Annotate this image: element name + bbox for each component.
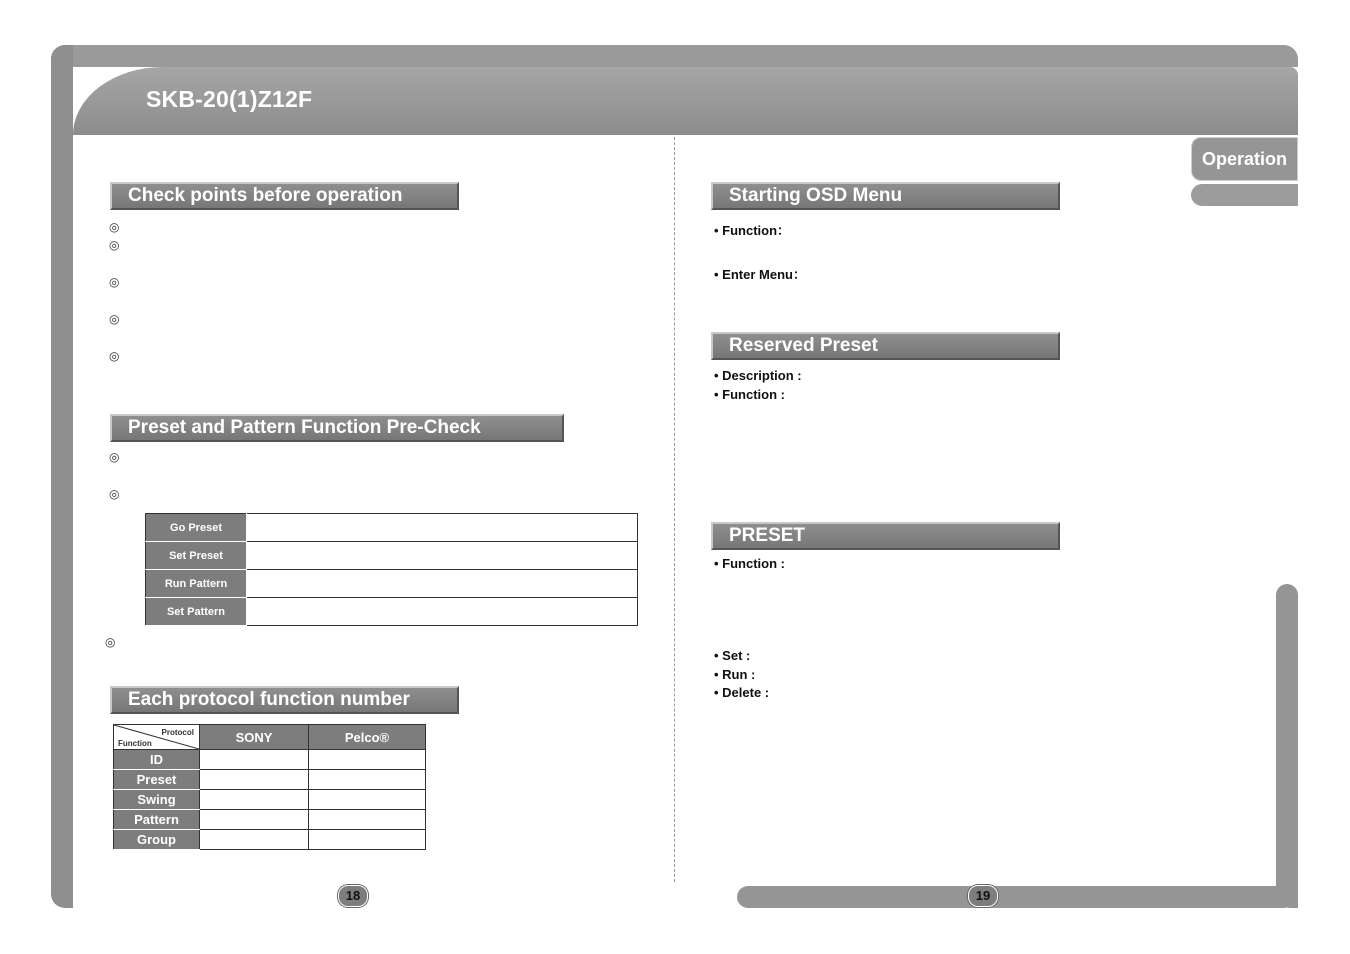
column-header-sony: SONY bbox=[200, 725, 309, 750]
frame-right-bar bbox=[1276, 584, 1298, 908]
section-header-reserved-preset: Reserved Preset bbox=[711, 332, 1060, 360]
cell bbox=[309, 750, 426, 770]
precheck-bullet-3: ◎ bbox=[105, 635, 116, 649]
check-bullet-4: ◎ bbox=[109, 312, 120, 326]
table-row bbox=[114, 750, 426, 770]
page-number-left: 18 bbox=[338, 885, 368, 907]
row-value bbox=[247, 514, 638, 542]
row-value bbox=[247, 542, 638, 570]
check-bullet-5: ◎ bbox=[109, 349, 120, 363]
cell bbox=[200, 810, 309, 830]
section-header-pre-check: Preset and Pattern Function Pre-Check bbox=[110, 414, 564, 442]
osd-function-label: • Function： bbox=[714, 223, 791, 238]
table-row bbox=[114, 770, 426, 790]
row-value bbox=[247, 570, 638, 598]
osd-enter-menu-label: • Enter Menu： bbox=[714, 267, 806, 282]
cell bbox=[309, 790, 426, 810]
section-header-protocol: Each protocol function number bbox=[110, 686, 459, 714]
cell bbox=[200, 790, 309, 810]
preset-set-label: • Set : bbox=[714, 648, 751, 663]
column-header-pelco: Pelco® bbox=[309, 725, 426, 750]
precheck-bullet-2: ◎ bbox=[109, 487, 120, 501]
preset-run-label: • Run : bbox=[714, 667, 756, 682]
reserved-function-label: • Function : bbox=[714, 387, 785, 402]
protocol-table bbox=[113, 724, 426, 850]
preset-delete-label: • Delete : bbox=[714, 685, 770, 700]
cell bbox=[200, 830, 309, 850]
table-row bbox=[114, 790, 426, 810]
section-header-preset: PRESET bbox=[711, 522, 1060, 550]
preset-pattern-table bbox=[145, 513, 638, 626]
operation-tab[interactable]: Operation bbox=[1191, 137, 1298, 181]
table-row bbox=[146, 542, 638, 570]
cell bbox=[309, 770, 426, 790]
row-value bbox=[247, 598, 638, 626]
row-label-id: ID bbox=[114, 750, 200, 770]
frame-top-bar bbox=[51, 45, 1298, 67]
frame-left-bar bbox=[51, 45, 73, 908]
cell bbox=[309, 830, 426, 850]
row-label-run-pattern: Run Pattern bbox=[146, 570, 247, 598]
row-label-go-preset: Go Preset bbox=[146, 514, 247, 542]
model-title: SKB-20(1)Z12F bbox=[146, 86, 313, 112]
table-row bbox=[114, 810, 426, 830]
check-bullet-3: ◎ bbox=[109, 275, 120, 289]
row-label-set-preset: Set Preset bbox=[146, 542, 247, 570]
row-label-preset: Preset bbox=[114, 770, 200, 790]
corner-function-label: Function bbox=[118, 739, 152, 748]
corner-cell bbox=[114, 725, 200, 750]
operation-tab-underbar bbox=[1191, 184, 1298, 206]
cell bbox=[200, 770, 309, 790]
table-row bbox=[146, 598, 638, 626]
row-label-group: Group bbox=[114, 830, 200, 850]
section-header-check-points: Check points before operation bbox=[110, 182, 459, 210]
table-row bbox=[146, 514, 638, 542]
row-label-set-pattern: Set Pattern bbox=[146, 598, 247, 626]
cell bbox=[200, 750, 309, 770]
row-label-pattern: Pattern bbox=[114, 810, 200, 830]
table-row bbox=[114, 830, 426, 850]
page-divider bbox=[674, 137, 675, 882]
precheck-bullet-1: ◎ bbox=[109, 450, 120, 464]
frame-bottom-bar bbox=[737, 886, 1298, 908]
table-header-row bbox=[114, 725, 426, 750]
check-bullet-2: ◎ bbox=[109, 238, 120, 252]
reserved-description-label: • Description : bbox=[714, 368, 802, 383]
row-label-swing: Swing bbox=[114, 790, 200, 810]
page-number-right: 19 bbox=[968, 885, 998, 907]
table-row bbox=[146, 570, 638, 598]
check-bullet-1: ◎ bbox=[109, 220, 120, 234]
preset-function-label: • Function : bbox=[714, 556, 785, 571]
cell bbox=[309, 810, 426, 830]
corner-protocol-label: Protocol bbox=[161, 728, 194, 737]
section-header-osd: Starting OSD Menu bbox=[711, 182, 1060, 210]
